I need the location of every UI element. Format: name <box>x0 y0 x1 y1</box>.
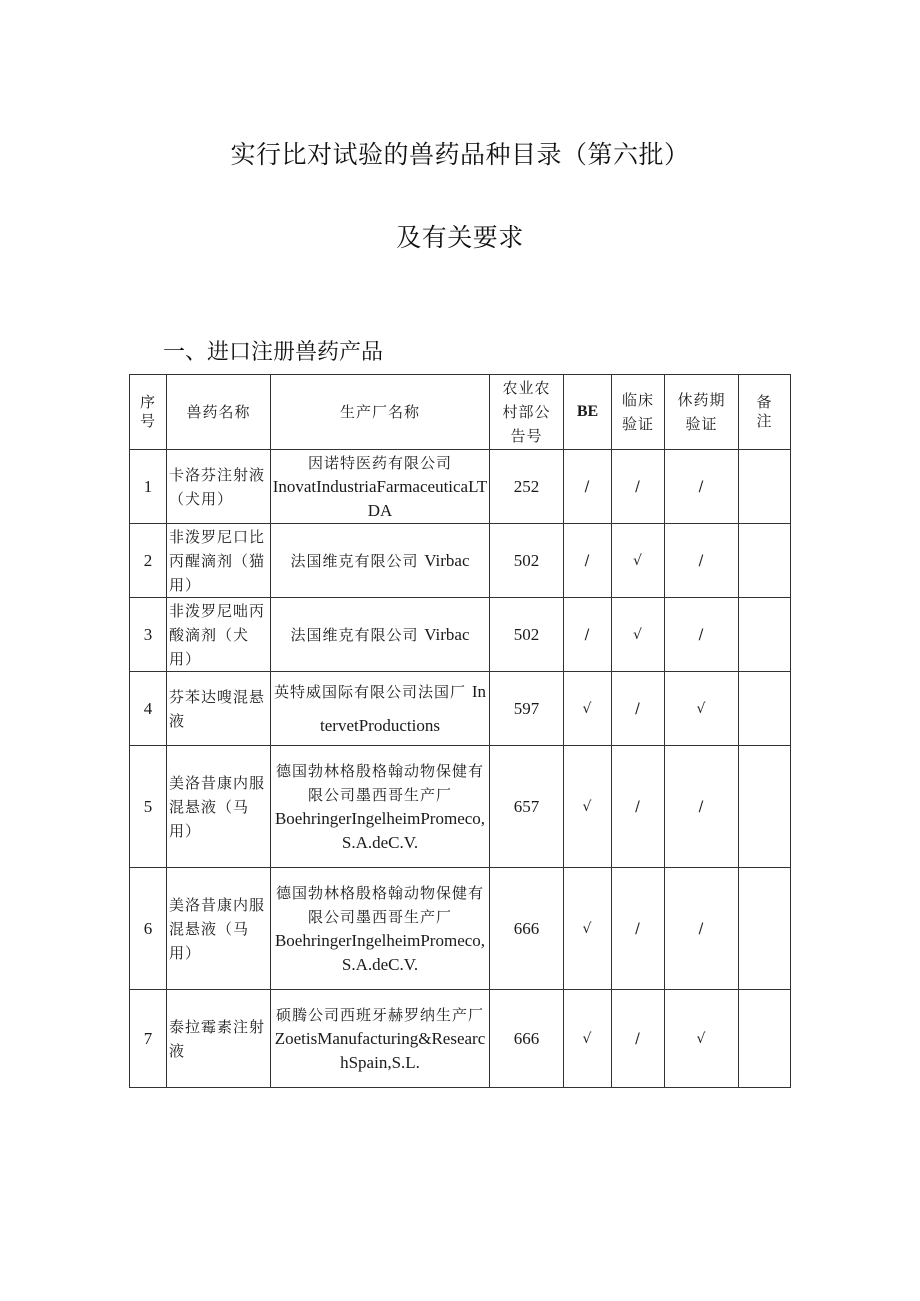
cell-clinical: / <box>612 450 665 524</box>
cell-seq: 7 <box>130 990 167 1088</box>
cell-be: √ <box>564 868 612 990</box>
cell-withdrawal: / <box>665 598 739 672</box>
cell-withdrawal: √ <box>665 672 739 746</box>
cell-manufacturer <box>271 868 490 990</box>
cell-announcement: 657 <box>490 746 564 868</box>
cell-clinical: / <box>612 672 665 746</box>
cell-remarks <box>739 450 791 524</box>
cell-announcement: 252 <box>490 450 564 524</box>
cell-manufacturer <box>271 450 490 524</box>
header-announcement: 农业农村部公告号 <box>490 375 564 450</box>
table-row <box>130 598 791 672</box>
cell-be: √ <box>564 746 612 868</box>
table-row <box>130 450 791 524</box>
manufacturer-cn: 德国勃林格殷格翰动物保健有限公司墨西哥生产厂 <box>275 883 484 926</box>
cell-withdrawal: / <box>665 450 739 524</box>
cell-manufacturer <box>271 672 490 746</box>
table-row <box>130 746 791 868</box>
manufacturer-en: BoehringerIngelheimPromeco,S.A.deC.V. <box>274 808 486 852</box>
cell-announcement: 666 <box>490 868 564 990</box>
header-clinical: 临床验证 <box>612 375 665 450</box>
cell-manufacturer <box>271 746 490 868</box>
cell-seq: 1 <box>130 450 167 524</box>
cell-manufacturer <box>271 524 490 598</box>
cell-withdrawal: / <box>665 746 739 868</box>
cell-clinical: / <box>612 746 665 868</box>
cell-seq: 6 <box>130 868 167 990</box>
cell-remarks <box>739 598 791 672</box>
cell-remarks <box>739 524 791 598</box>
cell-seq: 5 <box>130 746 167 868</box>
cell-announcement: 597 <box>490 672 564 746</box>
cell-announcement: 666 <box>490 990 564 1088</box>
cell-be: / <box>564 450 612 524</box>
cell-drug-name: 美洛昔康内服混悬液（马用） <box>167 746 271 868</box>
manufacturer-cn: 德国勃林格殷格翰动物保健有限公司墨西哥生产厂 <box>275 761 484 804</box>
cell-drug-name: 泰拉霉素注射液 <box>167 990 271 1088</box>
cell-drug-name: 非泼罗尼咄丙酸滴剂（犬用） <box>167 598 271 672</box>
manufacturer-cn: 法国维克有限公司 <box>290 551 419 570</box>
table-row <box>130 672 791 746</box>
cell-be: / <box>564 524 612 598</box>
cell-announcement: 502 <box>490 598 564 672</box>
cell-manufacturer <box>271 598 490 672</box>
cell-withdrawal: / <box>665 524 739 598</box>
manufacturer-cn: 英特威国际有限公司法国厂 <box>274 682 467 701</box>
cell-remarks <box>739 746 791 868</box>
cell-seq: 4 <box>130 672 167 746</box>
cell-manufacturer <box>271 990 490 1088</box>
cell-remarks <box>739 868 791 990</box>
header-remarks: 备注 <box>739 375 791 450</box>
cell-clinical: / <box>612 868 665 990</box>
manufacturer-en: Virbac <box>424 624 470 644</box>
document-title-line-2: 及有关要求 <box>396 223 524 252</box>
cell-be: √ <box>564 672 612 746</box>
cell-announcement: 502 <box>490 524 564 598</box>
cell-withdrawal: √ <box>665 990 739 1088</box>
cell-remarks <box>739 672 791 746</box>
cell-drug-name: 美洛昔康内服混悬液（马用） <box>167 868 271 990</box>
cell-seq: 3 <box>130 598 167 672</box>
table-row <box>130 990 791 1088</box>
cell-be: / <box>564 598 612 672</box>
manufacturer-en: BoehringerIngelheimPromeco,S.A.deC.V. <box>274 930 486 974</box>
table-row <box>130 868 791 990</box>
manufacturer-cn: 法国维克有限公司 <box>290 625 419 644</box>
cell-drug-name: 非泼罗尼口比丙醒滴剂（猫用） <box>167 524 271 598</box>
header-seq: 序号 <box>130 375 167 450</box>
manufacturer-en: InovatIndustriaFarmaceuticaLTDA <box>272 476 488 520</box>
document-title-line-1: 实行比对试验的兽药品种目录（第六批） <box>230 140 690 169</box>
manufacturer-en: Virbac <box>424 550 470 570</box>
table-row <box>130 524 791 598</box>
header-withdrawal: 休药期验证 <box>665 375 739 450</box>
drug-table <box>129 374 791 1088</box>
cell-drug-name: 芬苯达嗖混悬液 <box>167 672 271 746</box>
cell-clinical: / <box>612 990 665 1088</box>
section-heading: 一、进口注册兽药产品 <box>163 340 384 365</box>
cell-remarks <box>739 990 791 1088</box>
manufacturer-cn: 硕腾公司西班牙赫罗纳生产厂 <box>275 1005 484 1024</box>
cell-withdrawal: / <box>665 868 739 990</box>
header-be: BE <box>564 375 612 450</box>
header-manufacturer: 生产厂名称 <box>271 375 490 450</box>
manufacturer-en: IntervetProductions <box>320 681 486 735</box>
header-drug-name: 兽药名称 <box>167 375 271 450</box>
cell-be: √ <box>564 990 612 1088</box>
table-header-row <box>130 375 791 450</box>
cell-clinical: √ <box>612 524 665 598</box>
manufacturer-en: ZoetisManufacturing&ResearchSpain,S.L. <box>274 1028 486 1072</box>
manufacturer-cn: 因诺特医药有限公司 <box>307 453 452 472</box>
cell-seq: 2 <box>130 524 167 598</box>
cell-drug-name: 卡洛芬注射液（犬用） <box>167 450 271 524</box>
cell-clinical: √ <box>612 598 665 672</box>
